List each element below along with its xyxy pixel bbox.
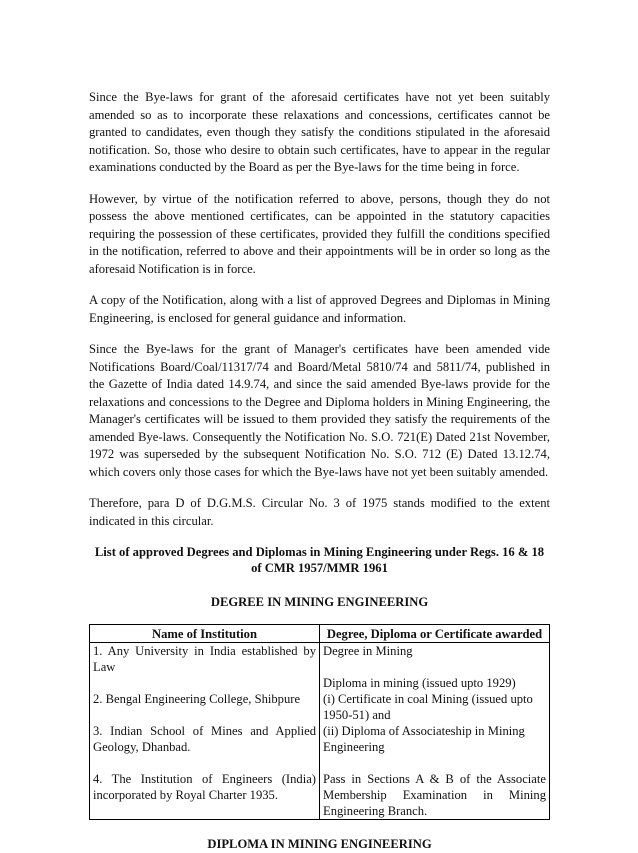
award-4: (ii) Diploma of Associateship in Mining Engineering: [323, 723, 546, 755]
header-degree: Degree, Diploma or Certificate awarded: [320, 624, 550, 642]
institution-2: 2. Bengal Engineering College, Shibpure: [93, 691, 316, 707]
paragraph-1: Since the Bye-laws for grant of the aforesaid certificates have not yet been suitably amended so as to incorporate these relaxations and concessions, certificates cannot be granted to candidates, even though they satisfy the conditions stipulated in the aforesaid notification. So, those who desire to obtain such certificates, have to appear in the regular examinations conducted by the Board as per the Bye-laws for the time being in force.: [89, 89, 550, 177]
paragraph-2: However, by virtue of the notification referred to above, persons, though they do not possess the above mentioned certificates, can be appointed in the statutory capacities requiring the possession of these certificates, provided they fulfill the conditions specified in the notification, referred to above and their appointments will be in order so long as the aforesaid Notification is in force.: [89, 191, 550, 279]
award-cell: [320, 642, 550, 819]
diploma-heading: DIPLOMA IN MINING ENGINEERING: [89, 836, 550, 853]
document-page: [89, 89, 550, 853]
institutions-table: [89, 624, 550, 820]
award-1: Degree in Mining: [323, 643, 546, 659]
paragraph-4: Since the Bye-laws for the grant of Manager's certificates have been amended vide Notifications Board/Coal/11317/74 and Board/Metal 5810/74 and 5811/74, published in the Gazette of India dated 14.9.74, and since the said amended Bye-laws provide for the relaxations and concessions to the Degree and Diploma holders in Mining Engineering, the Manager's certificates will be issued to them provided they satisfy the requirements of the amended Bye-laws. Consequently the Notification No. S.O. 721(E) Dated 21st November, 1972 was superseded by the subsequent Notification No. S.O. 712 (E) Dated 13.12.74, which covers only those cases for which the Bye-laws have not yet been suitably amended.: [89, 341, 550, 481]
paragraph-3: A copy of the Notification, along with a list of approved Degrees and Diplomas in Mining Engineering, is enclosed for general guidance and information.: [89, 292, 550, 327]
degree-heading: DEGREE IN MINING ENGINEERING: [89, 594, 550, 612]
award-5: Pass in Sections A & B of the Associate Membership Examination in Mining Engineering Branch.: [323, 771, 546, 819]
paragraph-5: Therefore, para D of D.G.M.S. Circular No. 3 of 1975 stands modified to the extent indicated in this circular.: [89, 495, 550, 530]
award-2: Diploma in mining (issued upto 1929): [323, 675, 546, 691]
table-row: [90, 642, 550, 819]
header-institution: Name of Institution: [90, 624, 320, 642]
list-heading: List of approved Degrees and Diplomas in Mining Engineering under Regs. 16 & 18 of CMR 1957/MMR 1961: [89, 544, 550, 576]
award-3: (i) Certificate in coal Mining (issued upto 1950-51) and: [323, 691, 546, 723]
institution-3: 3. Indian School of Mines and Applied Geology, Dhanbad.: [93, 723, 316, 755]
table-header-row: [90, 624, 550, 642]
institution-1: 1. Any University in India established by Law: [93, 643, 316, 675]
institution-cell: [90, 642, 320, 819]
institution-4: 4. The Institution of Engineers (India) incorporated by Royal Charter 1935.: [93, 771, 316, 803]
